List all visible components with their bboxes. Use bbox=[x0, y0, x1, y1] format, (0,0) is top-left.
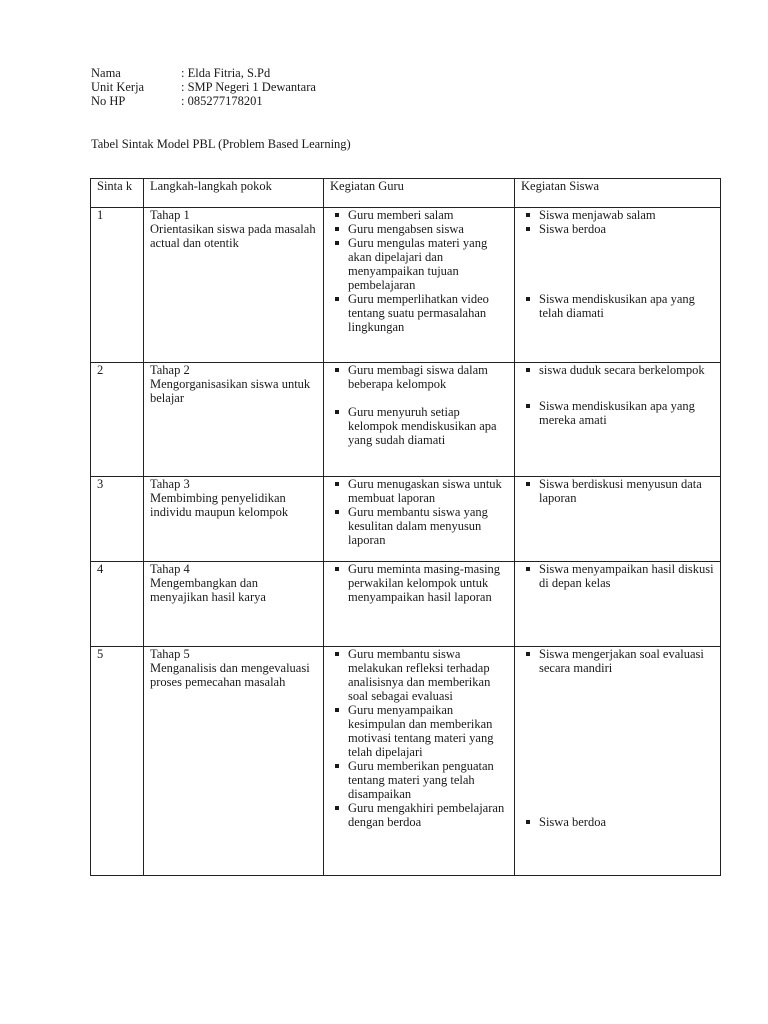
guru-item: Guru menyuruh setiap kelompok mendiskusikan apa yang sudah diamati bbox=[330, 405, 508, 447]
siswa-activities bbox=[515, 647, 721, 876]
step-cell bbox=[144, 647, 324, 876]
stage-label: Tahap 3 bbox=[150, 477, 190, 491]
guru-item: Guru mengakhiri pembelajaran dengan berdoa bbox=[330, 801, 508, 829]
header-kegiatan-guru: Kegiatan Guru bbox=[324, 179, 515, 208]
siswa-item: Siswa menyampaikan hasil diskusi di depan kelas bbox=[521, 562, 714, 590]
table-row bbox=[91, 647, 721, 876]
guru-item: Guru membantu siswa melakukan refleksi terhadap analisisnya dan memberikan soal sebagai evaluasi bbox=[330, 647, 508, 703]
guru-item: Guru meminta masing-masing perwakilan kelompok untuk menyampaikan hasil laporan bbox=[330, 562, 508, 604]
step-cell bbox=[144, 363, 324, 477]
guru-item: Guru memberikan penguatan tentang materi yang telah disampaikan bbox=[330, 759, 508, 801]
siswa-item: Siswa berdiskusi menyusun data laporan bbox=[521, 477, 714, 505]
siswa-activities bbox=[515, 477, 721, 562]
unit-label: Unit Kerja bbox=[91, 80, 145, 94]
siswa-activities bbox=[515, 562, 721, 647]
guru-item: Guru mengabsen siswa bbox=[330, 222, 508, 236]
siswa-item: Siswa mengerjakan soal evaluasi secara mandiri bbox=[521, 647, 714, 675]
step-cell bbox=[144, 208, 324, 363]
stage-description: Membimbing penyelidikan individu maupun kelompok bbox=[150, 491, 289, 519]
pbl-syntax-table bbox=[90, 178, 721, 876]
phone-value: : 085277178201 bbox=[181, 94, 263, 108]
guru-activities bbox=[324, 208, 515, 363]
siswa-activities bbox=[515, 363, 721, 477]
siswa-item: Siswa berdoa bbox=[521, 815, 714, 829]
row-number: 2 bbox=[91, 363, 144, 477]
guru-activities bbox=[324, 562, 515, 647]
header-kegiatan-siswa: Kegiatan Siswa bbox=[515, 179, 721, 208]
name-value: : Elda Fitria, S.Pd bbox=[181, 66, 271, 80]
table-title: Tabel Sintak Model PBL (Problem Based Learning) bbox=[91, 137, 351, 151]
name-row bbox=[91, 66, 316, 80]
row-number: 5 bbox=[91, 647, 144, 876]
siswa-item: Siswa menjawab salam bbox=[521, 208, 714, 222]
phone-row bbox=[91, 94, 316, 108]
phone-label: No HP bbox=[91, 94, 126, 108]
stage-label: Tahap 5 bbox=[150, 647, 190, 661]
header-row bbox=[91, 179, 721, 208]
guru-item: Guru memperlihatkan video tentang suatu permasalahan lingkungan bbox=[330, 292, 508, 334]
header-sintak: Sinta k bbox=[91, 179, 144, 208]
stage-description: Mengorganisasikan siswa untuk belajar bbox=[150, 377, 311, 405]
step-cell bbox=[144, 562, 324, 647]
step-cell bbox=[144, 477, 324, 562]
table-row bbox=[91, 477, 721, 562]
unit-value: : SMP Negeri 1 Dewantara bbox=[181, 80, 316, 94]
siswa-item: siswa duduk secara berkelompok bbox=[521, 363, 714, 377]
siswa-item: Siswa mendiskusikan apa yang telah diamati bbox=[521, 292, 714, 320]
stage-label: Tahap 4 bbox=[150, 562, 190, 576]
table-row bbox=[91, 363, 721, 477]
row-number: 4 bbox=[91, 562, 144, 647]
guru-item: Guru memberi salam bbox=[330, 208, 508, 222]
table-row bbox=[91, 208, 721, 363]
table-row bbox=[91, 562, 721, 647]
stage-label: Tahap 1 bbox=[150, 208, 190, 222]
stage-description: Orientasikan siswa pada masalah actual dan otentik bbox=[150, 222, 316, 250]
row-number: 3 bbox=[91, 477, 144, 562]
guru-activities bbox=[324, 363, 515, 477]
name-label: Nama bbox=[91, 66, 121, 80]
siswa-item: Siswa mendiskusikan apa yang mereka amati bbox=[521, 399, 714, 427]
guru-item: Guru membantu siswa yang kesulitan dalam menyusun laporan bbox=[330, 505, 508, 547]
identity-block bbox=[91, 66, 316, 108]
siswa-activities bbox=[515, 208, 721, 363]
stage-description: Mengembangkan dan menyajikan hasil karya bbox=[150, 576, 266, 604]
row-number: 1 bbox=[91, 208, 144, 363]
guru-activities bbox=[324, 647, 515, 876]
guru-activities bbox=[324, 477, 515, 562]
siswa-item: Siswa berdoa bbox=[521, 222, 714, 236]
stage-label: Tahap 2 bbox=[150, 363, 190, 377]
header-langkah: Langkah-langkah pokok bbox=[144, 179, 324, 208]
unit-row bbox=[91, 80, 316, 94]
guru-item: Guru mengulas materi yang akan dipelajari dan menyampaikan tujuan pembelajaran bbox=[330, 236, 508, 292]
guru-item: Guru membagi siswa dalam beberapa kelompok bbox=[330, 363, 508, 391]
guru-item: Guru menugaskan siswa untuk membuat laporan bbox=[330, 477, 508, 505]
stage-description: Menganalisis dan mengevaluasi proses pemecahan masalah bbox=[150, 661, 310, 689]
guru-item: Guru menyampaikan kesimpulan dan memberikan motivasi tentang materi yang telah dipelajari bbox=[330, 703, 508, 759]
